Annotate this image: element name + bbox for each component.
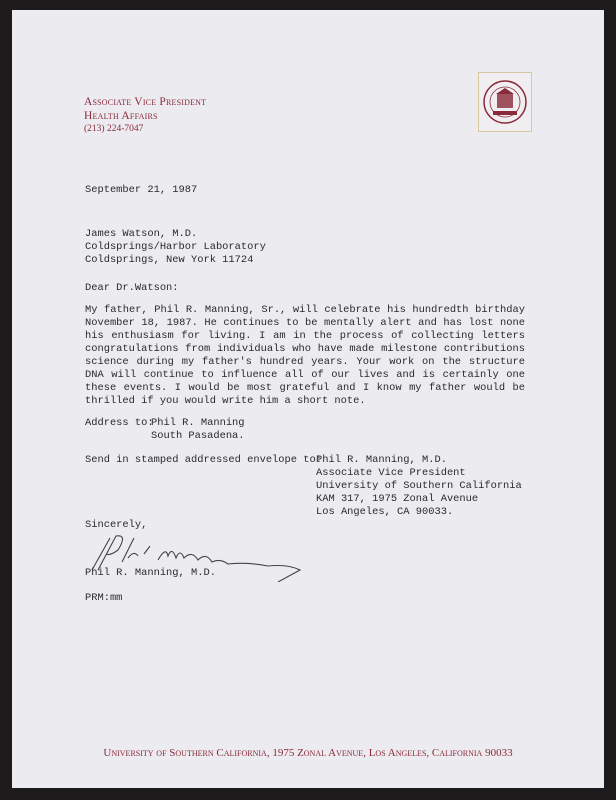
salutation: Dear Dr.Watson:: [85, 282, 179, 294]
letter-date: September 21, 1987: [85, 184, 198, 196]
letterhead-department: Health Affairs: [84, 110, 158, 122]
body-line: these events. I would be most grateful and I know my father would be: [85, 382, 525, 394]
send-to-line: Associate Vice President: [316, 467, 466, 479]
initials: PRM:mm: [85, 592, 123, 604]
usc-seal-logo: [478, 72, 532, 132]
send-to-label: Send in stamped addressed envelope to:: [85, 454, 322, 466]
letterhead-footer: University of Southern California, 1975 Zonal Avenue, Los Angeles, California 90033: [103, 747, 513, 759]
body-line: DNA will continue to influence all of our lives and is certainly one: [85, 369, 525, 381]
body-line: congratulations from individuals who have made milestone contributions: [85, 343, 525, 355]
body-line: November 18, 1987. He continues to be mentally alert and has lost none: [85, 317, 525, 329]
address-to-line: Phil R. Manning: [151, 417, 245, 429]
address-to-line: South Pasadena.: [151, 430, 245, 442]
signer-name: Phil R. Manning, M.D.: [85, 567, 216, 579]
body-line: thrilled if you would write him a short note.: [85, 395, 366, 407]
letterhead-phone: (213) 224-7047: [84, 124, 144, 134]
body-line: My father, Phil R. Manning, Sr., will celebrate his hundredth birthday: [85, 304, 525, 316]
address-to-label: Address to:: [85, 417, 154, 429]
send-to-line: Los Angeles, CA 90033.: [316, 506, 454, 518]
recipient-line: Coldsprings/Harbor Laboratory: [85, 241, 266, 253]
recipient-line: James Watson, M.D.: [85, 228, 198, 240]
recipient-line: Coldsprings, New York 11724: [85, 254, 254, 266]
send-to-line: Phil R. Manning, M.D.: [316, 454, 447, 466]
send-to-line: KAM 317, 1975 Zonal Avenue: [316, 493, 479, 505]
send-to-line: University of Southern California: [316, 480, 522, 492]
body-line: science during my father's hundred years. Your work on the structure: [85, 356, 525, 368]
body-line: his enthusiasm for living. I am in the process of collecting letters: [85, 330, 525, 342]
letter-page: [12, 10, 604, 788]
letterhead-title: Associate Vice President: [84, 96, 207, 108]
closing: Sincerely,: [85, 519, 148, 531]
